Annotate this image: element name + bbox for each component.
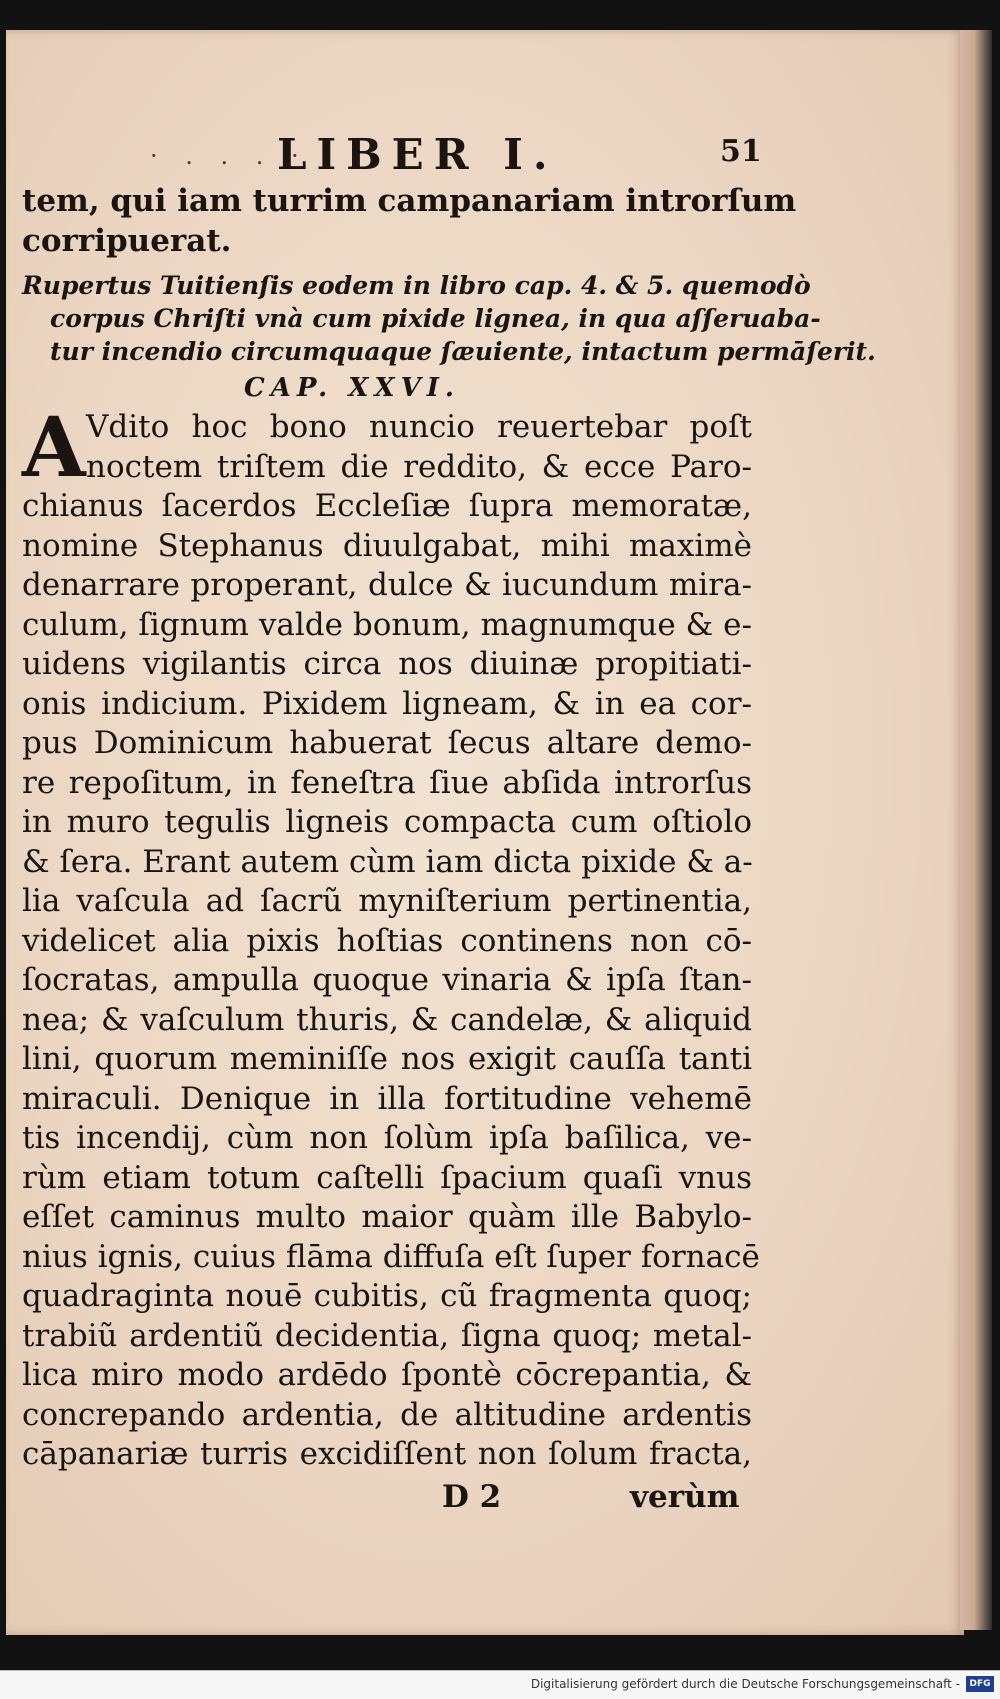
text-line: lica miro modo ardēdo ſpontè cōcrepantia, &: [22, 1357, 752, 1393]
text-line: culum, ſignum valde bonum, magnumque & e-: [22, 606, 752, 643]
text-line: nea; & vaſculum thuris, & candelæ, & aliquid: [22, 1001, 752, 1038]
page-edge: [960, 30, 992, 1630]
rubric-line: tur incendio circumquaque ſæuiente, intactum permāſerit.: [50, 337, 876, 366]
page-footer: [22, 1479, 752, 1519]
rubric-line: corpus Chriſti vnà cum pixide lignea, in qua aſſeruaba-: [50, 304, 821, 333]
catchword: verùm: [630, 1478, 740, 1515]
drop-initial: A: [22, 400, 86, 496]
text-line: Vdito hoc bono nuncio reuertebar poſt: [86, 409, 752, 445]
text-line: quadraginta nouē cubitis, cũ fragmenta quoq;: [22, 1278, 752, 1314]
running-head-title: LIBER I.: [277, 130, 558, 179]
text-line: concrepando ardentia, de altitudine ardentis: [22, 1396, 752, 1433]
text-line: tis incendij, cùm non ſolùm ipſa baſilica, ve-: [22, 1120, 752, 1156]
text-line: onis indicium. Pixidem ligneam, & in ea cor-: [22, 685, 752, 722]
text-line: nomine Stephanus diuulgabat, mihi maximè: [22, 527, 752, 564]
text-line: lini, quorum meminiſſe nos exigit cauſſa tanti: [22, 1041, 752, 1077]
text-line: re repoſitum, in feneſtra ſiue abſida introrſus: [22, 764, 752, 801]
chapter-heading: CAP. XXVI.: [244, 373, 460, 403]
text-line: eſſet caminus multo maior quàm ille Babylo-: [22, 1199, 752, 1235]
opening-paragraph: [22, 400, 752, 496]
text-line: miraculi. Denique in illa fortitudine vehemē: [22, 1080, 752, 1117]
text-line: nius ignis, cuius flāma diffuſa eſt ſuper fornacē: [22, 1238, 760, 1275]
text-line: cāpanariæ turris excidiſſent non ſolum fracta,: [22, 1436, 752, 1472]
text-line: in muro tegulis ligneis compacta cum oſtiolo: [22, 804, 752, 840]
text-line: videlicet alia pixis hoſtias continens non cō-: [22, 922, 752, 959]
running-head-marks: · . . . ·: [150, 142, 309, 170]
text-line: lia vaſcula ad ſacrũ myniſterium pertinentia,: [22, 883, 752, 919]
page-text: [22, 128, 876, 1519]
text-line: & ſera. Erant autem cùm iam dicta pixide & a-: [22, 843, 753, 880]
funding-credit-bar: [0, 1670, 1000, 1699]
text-line: tem, qui iam turrim campanariam introrſum: [22, 183, 797, 219]
text-line: uidens vigilantis circa nos diuinæ propitiati-: [22, 646, 752, 682]
text-line: denarrare properant, dulce & iucundum mira-: [22, 567, 752, 603]
folio-number: 51: [720, 134, 762, 169]
text-line: pus Dominicum habuerat ſecus altare demo-: [22, 725, 752, 761]
text-line: corripuerat.: [22, 222, 232, 259]
rubric-line: Rupertus Tuitienſis eodem in libro cap. 4. & 5. quemodò: [22, 271, 811, 300]
text-line: chianus ſacerdos Eccleſiæ ſupra memoratæ,: [22, 488, 752, 524]
funding-credit-text: Digitalisierung gefördert durch die Deutsche Forschungsgemeinschaft -: [530, 1677, 960, 1691]
text-line: rùm etiam totum caſtelli ſpacium quaſi vnus: [22, 1159, 752, 1196]
running-head: [22, 128, 762, 182]
signature-mark: D 2: [442, 1478, 502, 1515]
text-line: noctem triſtem die reddito, & ecce Paro-: [86, 448, 752, 485]
text-line: ſocratas, ampulla quoque vinaria & ipſa ſtan-: [22, 962, 752, 998]
dfg-logo[interactable]: DFG: [966, 1676, 994, 1692]
text-line: trabiũ ardentiũ decidentia, ſigna quoq; metal-: [22, 1317, 752, 1354]
